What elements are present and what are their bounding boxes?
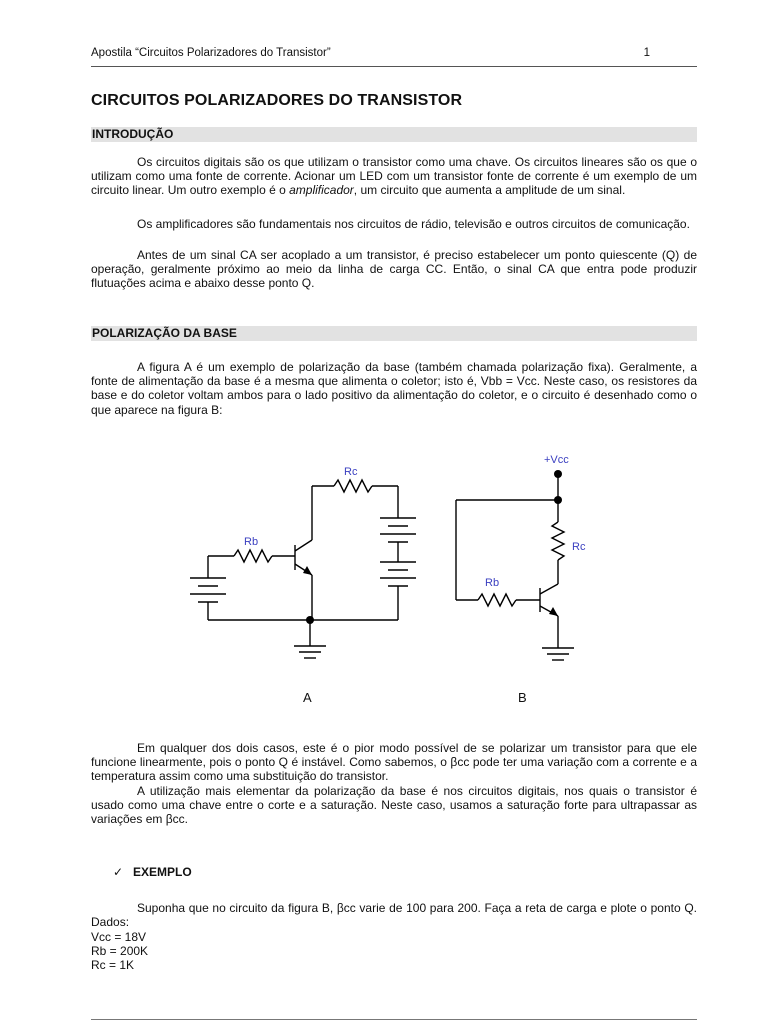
- header-title: Apostila “Circuitos Polarizadores do Transistor”: [91, 47, 331, 59]
- vcc-terminal-dot: [554, 470, 562, 478]
- junction-dot-a: [306, 616, 314, 624]
- base-paragraph-2: Em qualquer dos dois casos, este é o pior modo possível de se polarizar um transistor para que ele funcione linearmente, pois o ponto Q é instável. Como sabemos, o βcc pode ter uma variação com a corrente e a temperatura assim como uma substituição do transistor.: [91, 741, 697, 784]
- fig-b-rc-label: Rc: [572, 541, 586, 553]
- page-number: 1: [643, 47, 650, 59]
- figure-b-caption: B: [518, 690, 527, 705]
- intro-p1-emphasis: amplificador: [289, 183, 354, 198]
- example-heading-label: EXEMPLO: [133, 865, 192, 879]
- data-line-rc: Rc = 1K: [91, 958, 135, 973]
- figure-a-caption: A: [303, 690, 312, 705]
- example-heading: [113, 865, 192, 879]
- data-line-rb: Rb = 200K: [91, 944, 149, 959]
- intro-paragraph-3: Antes de um sinal CA ser acoplado a um transistor, é preciso estabelecer um ponto quiescente (Q) de operação, geralmente próximo ao meio da linha de carga CC. Então, o sinal CA que entra pode produzir flutuações acima e abaixo desse ponto Q.: [91, 248, 697, 291]
- fig-a-rc-label: Rc: [344, 466, 358, 478]
- base-paragraph-3: A utilização mais elementar da polarização da base é nos circuitos digitais, nos quais o transistor é usado como uma chave entre o corte e a saturação. Neste caso, usamos a saturação forte para ultrapassar as variações em βcc.: [91, 784, 697, 827]
- footer-rule: [91, 1019, 697, 1020]
- example-data-list: [91, 930, 148, 973]
- fig-b-vcc-label: +Vcc: [544, 454, 569, 466]
- intro-p1-text-b: , um circuito que aumenta a amplitude de um sinal.: [353, 183, 626, 198]
- document-title: CIRCUITOS POLARIZADORES DO TRANSISTOR: [91, 92, 463, 109]
- junction-dot-b: [554, 496, 562, 504]
- intro-paragraph-2: Os amplificadores são fundamentais nos circuitos de rádio, televisão e outros circuitos de comunicação.: [137, 217, 690, 231]
- fig-b-rb-label: Rb: [485, 577, 500, 589]
- section-heading-intro: INTRODUÇÃO: [91, 127, 697, 142]
- circuit-figures: [0, 440, 768, 670]
- checkmark-icon: ✓: [113, 865, 124, 879]
- running-header: [91, 44, 697, 67]
- example-paragraph: Suponha que no circuito da figura B, βcc varie de 100 para 200. Faça a reta de carga e plote o ponto Q. Dados:: [91, 901, 697, 930]
- data-line-vcc: Vcc = 18V: [91, 930, 147, 944]
- section-heading-base: POLARIZAÇÃO DA BASE: [91, 326, 697, 341]
- intro-paragraph-1: [91, 155, 697, 198]
- intro-p1-text-a: Os circuitos digitais são os que utilizam o transistor como uma chave. Os circuitos lineares são os que o utilizam como uma fonte de corrente. Acionar um LED com um transistor fonte de corrente é um exemplo de um circuito linear. Um outro exemplo é o: [91, 155, 697, 198]
- base-paragraph-1: A figura A é um exemplo de polarização da base (também chamada polarização fixa). Geralmente, a fonte de alimentação da base é a mesma que alimenta o coletor; isto é, Vbb = Vcc. Neste caso, os resistores da base e do coletor voltam ambos para o lado positivo da alimentação do coletor, e o circuito é desenhado como o que aparece na figura B:: [91, 360, 697, 417]
- fig-a-rb-label: Rb: [244, 536, 259, 548]
- figure-a-circuit: [190, 480, 416, 658]
